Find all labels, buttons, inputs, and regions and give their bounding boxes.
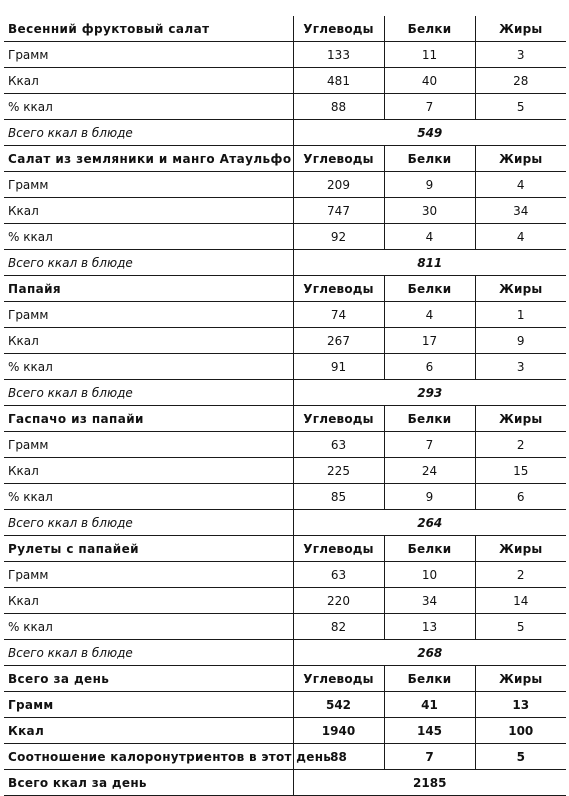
dish-header-row — [4, 276, 566, 302]
dish-title: Рулеты с папайей — [4, 536, 293, 562]
protein-value: 145 — [384, 718, 475, 744]
carbs-value: 267 — [293, 328, 384, 354]
protein-value: 24 — [384, 458, 475, 484]
total-value: 293 — [293, 380, 566, 406]
table-body — [4, 16, 566, 796]
protein-value: 41 — [384, 692, 475, 718]
fat-value: 1 — [475, 302, 566, 328]
protein-value: 4 — [384, 224, 475, 250]
protein-value: 13 — [384, 614, 475, 640]
carbs-value: 1940 — [293, 718, 384, 744]
total-value: 264 — [293, 510, 566, 536]
row-label: Ккал — [4, 328, 293, 354]
protein-value: 6 — [384, 354, 475, 380]
dish-header-row — [4, 536, 566, 562]
pct-row — [4, 614, 566, 640]
carbs-value: 481 — [293, 68, 384, 94]
day-kcal-row — [4, 718, 566, 744]
row-label: Ккал — [4, 718, 293, 744]
row-label: Ккал — [4, 68, 293, 94]
row-label: Грамм — [4, 692, 293, 718]
column-header-protein: Белки — [384, 146, 475, 172]
kcal-row — [4, 588, 566, 614]
column-header-protein: Белки — [384, 536, 475, 562]
total-value: 811 — [293, 250, 566, 276]
day-ratio-row — [4, 744, 566, 770]
row-label: Грамм — [4, 562, 293, 588]
carbs-value: 88 — [293, 744, 384, 770]
fat-value: 13 — [475, 692, 566, 718]
protein-value: 34 — [384, 588, 475, 614]
gram-row — [4, 562, 566, 588]
dish-header-row — [4, 16, 566, 42]
total-label: Всего ккал в блюде — [4, 250, 293, 276]
column-header-carbs: Углеводы — [293, 146, 384, 172]
fat-value: 4 — [475, 224, 566, 250]
fat-value: 4 — [475, 172, 566, 198]
protein-value: 4 — [384, 302, 475, 328]
carbs-value: 91 — [293, 354, 384, 380]
fat-value: 15 — [475, 458, 566, 484]
dish-header-row — [4, 146, 566, 172]
total-value: 549 — [293, 120, 566, 146]
total-label: Всего ккал в блюде — [4, 640, 293, 666]
carbs-value: 63 — [293, 562, 384, 588]
protein-value: 9 — [384, 172, 475, 198]
dish-title: Папайя — [4, 276, 293, 302]
protein-value: 9 — [384, 484, 475, 510]
carbs-value: 63 — [293, 432, 384, 458]
protein-value: 17 — [384, 328, 475, 354]
fat-value: 2 — [475, 562, 566, 588]
pct-row — [4, 484, 566, 510]
fat-value: 5 — [475, 614, 566, 640]
column-header-protein: Белки — [384, 16, 475, 42]
day-header-row — [4, 666, 566, 692]
pct-row — [4, 94, 566, 120]
row-label: Грамм — [4, 432, 293, 458]
column-header-carbs: Углеводы — [293, 276, 384, 302]
carbs-value: 74 — [293, 302, 384, 328]
column-header-protein: Белки — [384, 406, 475, 432]
column-header-protein: Белки — [384, 666, 475, 692]
protein-value: 11 — [384, 42, 475, 68]
fat-value: 28 — [475, 68, 566, 94]
row-label: Грамм — [4, 302, 293, 328]
protein-value: 30 — [384, 198, 475, 224]
dish-total-row — [4, 120, 566, 146]
protein-value: 10 — [384, 562, 475, 588]
total-label: Всего ккал в блюде — [4, 380, 293, 406]
column-header-protein: Белки — [384, 276, 475, 302]
fat-value: 5 — [475, 94, 566, 120]
column-header-carbs: Углеводы — [293, 666, 384, 692]
protein-value: 40 — [384, 68, 475, 94]
row-label: % ккал — [4, 614, 293, 640]
row-label: % ккал — [4, 354, 293, 380]
dish-total-row — [4, 640, 566, 666]
carbs-value: 88 — [293, 94, 384, 120]
protein-value: 7 — [384, 744, 475, 770]
row-label: % ккал — [4, 484, 293, 510]
column-header-fat: Жиры — [475, 406, 566, 432]
total-label: Всего ккал в блюде — [4, 510, 293, 536]
fat-value: 34 — [475, 198, 566, 224]
protein-value: 7 — [384, 94, 475, 120]
row-label: % ккал — [4, 94, 293, 120]
kcal-row — [4, 458, 566, 484]
protein-value: 7 — [384, 432, 475, 458]
total-value: 268 — [293, 640, 566, 666]
row-label: % ккал — [4, 224, 293, 250]
carbs-value: 747 — [293, 198, 384, 224]
fat-value: 14 — [475, 588, 566, 614]
carbs-value: 85 — [293, 484, 384, 510]
column-header-fat: Жиры — [475, 276, 566, 302]
row-label: Ккал — [4, 588, 293, 614]
column-header-carbs: Углеводы — [293, 16, 384, 42]
fat-value: 100 — [475, 718, 566, 744]
kcal-row — [4, 68, 566, 94]
row-label: Ккал — [4, 458, 293, 484]
total-value: 2185 — [293, 770, 566, 796]
carbs-value: 92 — [293, 224, 384, 250]
column-header-fat: Жиры — [475, 536, 566, 562]
dish-title: Всего за день — [4, 666, 293, 692]
column-header-carbs: Углеводы — [293, 406, 384, 432]
gram-row — [4, 432, 566, 458]
carbs-value: 542 — [293, 692, 384, 718]
kcal-row — [4, 198, 566, 224]
row-label: Грамм — [4, 42, 293, 68]
dish-title: Весенний фруктовый салат — [4, 16, 293, 42]
fat-value: 3 — [475, 354, 566, 380]
dish-total-row — [4, 510, 566, 536]
column-header-fat: Жиры — [475, 146, 566, 172]
fat-value: 2 — [475, 432, 566, 458]
carbs-value: 220 — [293, 588, 384, 614]
pct-row — [4, 224, 566, 250]
carbs-value: 82 — [293, 614, 384, 640]
fat-value: 5 — [475, 744, 566, 770]
total-label: Всего ккал за день — [4, 770, 293, 796]
carbs-value: 225 — [293, 458, 384, 484]
column-header-fat: Жиры — [475, 666, 566, 692]
fat-value: 6 — [475, 484, 566, 510]
carbs-value: 209 — [293, 172, 384, 198]
carbs-value: 133 — [293, 42, 384, 68]
fat-value: 3 — [475, 42, 566, 68]
dish-total-row — [4, 250, 566, 276]
row-label: Грамм — [4, 172, 293, 198]
dish-title: Гаспачо из папайи — [4, 406, 293, 432]
nutrition-table — [4, 16, 566, 796]
gram-row — [4, 42, 566, 68]
dish-total-row — [4, 380, 566, 406]
gram-row — [4, 302, 566, 328]
day-total-row — [4, 770, 566, 796]
total-label: Всего ккал в блюде — [4, 120, 293, 146]
column-header-fat: Жиры — [475, 16, 566, 42]
day-gram-row — [4, 692, 566, 718]
gram-row — [4, 172, 566, 198]
kcal-row — [4, 328, 566, 354]
row-label: Соотношение калоронутриентов в этот день — [4, 744, 293, 770]
column-header-carbs: Углеводы — [293, 536, 384, 562]
dish-title: Салат из земляники и манго Атаульфо — [4, 146, 293, 172]
dish-header-row — [4, 406, 566, 432]
fat-value: 9 — [475, 328, 566, 354]
pct-row — [4, 354, 566, 380]
row-label: Ккал — [4, 198, 293, 224]
